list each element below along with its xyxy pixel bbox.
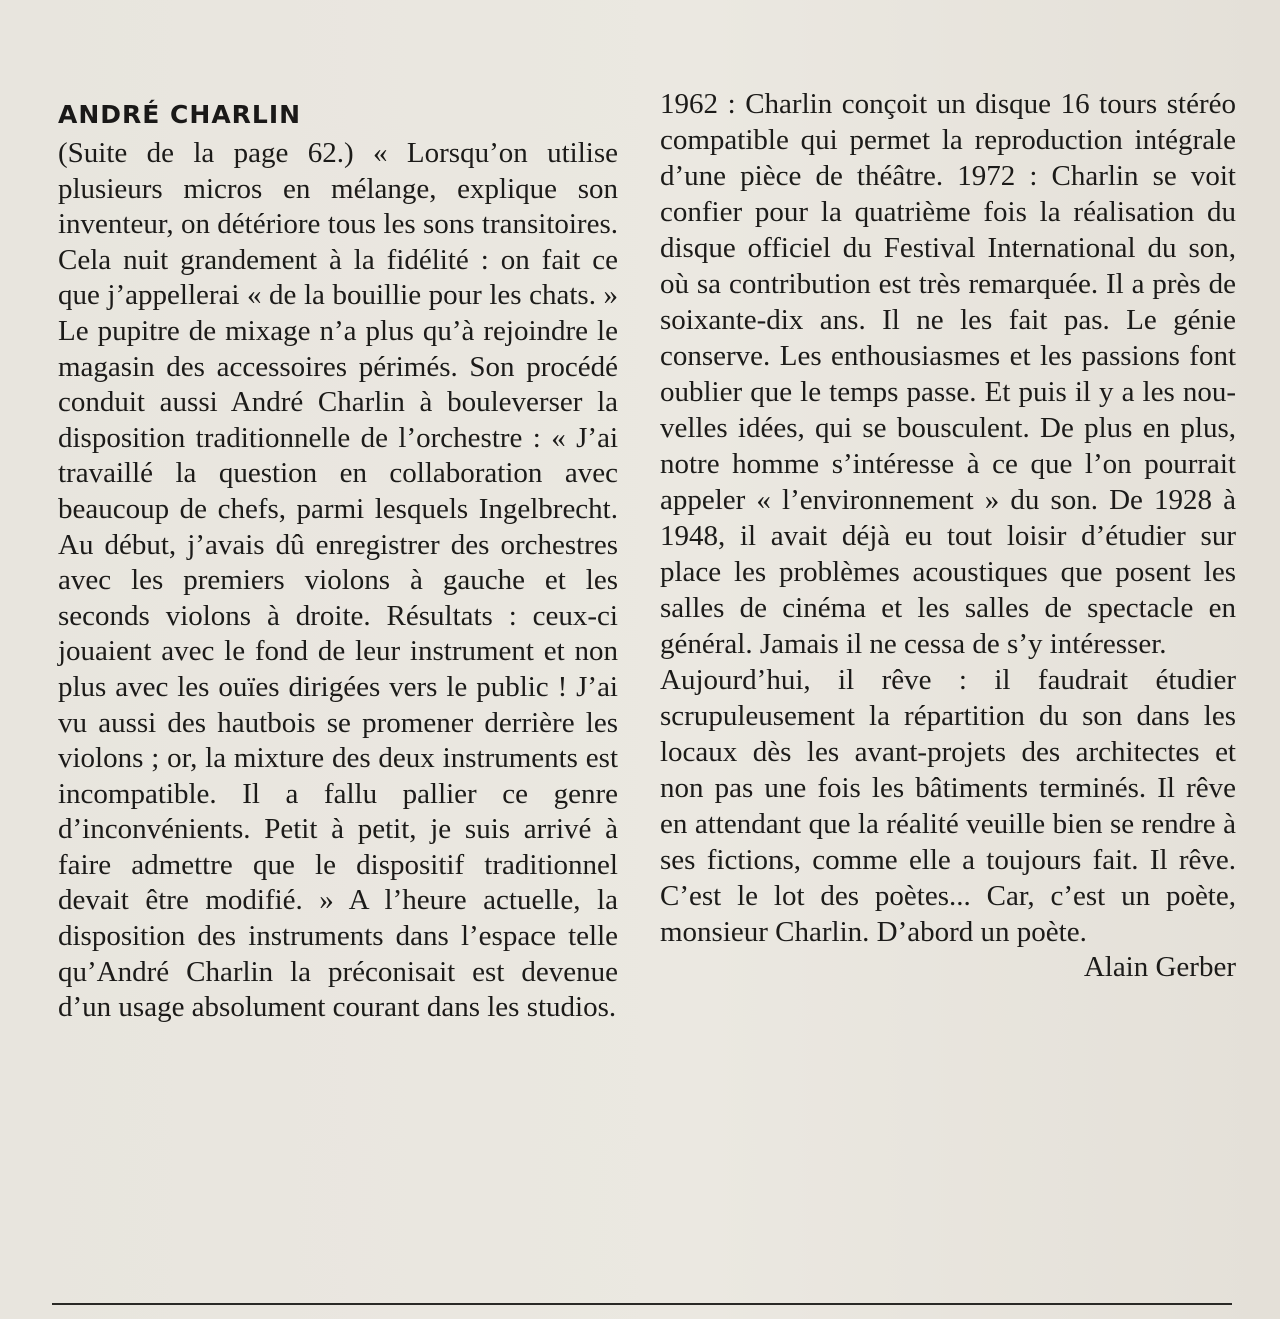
article-heading: ANDRÉ CHARLIN [58,100,302,129]
author-signature: Alain Gerber [1083,951,1236,983]
right-paragraph-2: Aujourd’hui, il rêve : il faudrait étudier scrupuleusement la répartition du son dans les locaux dès les avant-projets des architectes et non pas une fois les bâtiments terminés. Il rêve en attendant que la réalité veuille bien se rendre à ses fictions, comme elle a toujours fait. Il rêve. C’est le lot des poètes... Car, c’est un poète, monsieur Charlin. D’abord un poète. [660,664,1236,948]
bottom-rule [52,1303,1232,1305]
left-paragraph: (Suite de la page 62.) « Lorsqu’on utilise plusieurs micros en mélange, explique son inventeur, on détériore tous les sons transitoires. Cela nuit grandement à la fidélité : on fait ce que j’appellerai « de la bouillie pour les chats. » Le pupitre de mixage n’a plus qu’à rejoindre le magasin des accessoires périmés. Son procédé conduit aussi André Charlin à bouleverser la disposition traditionnelle de l’orchestre : « J’ai travaillé la question en collaboration avec beaucoup de chefs, parmi lesquels Ingelbrecht. Au début, j’avais dû enregistrer des orchestres avec les premiers violons à gauche et les seconds violons à droite. Résultats : ceux-ci jouaient avec le fond de leur instrument et non plus avec les ouïes dirigées vers le public ! J’ai vu aussi des hautbois se promener derrière les violons ; or, la mixture des deux instruments est incompatible. Il a fallu pallier ce genre d’inconvénients. Petit à petit, je suis arrivé à faire admettre que le dispositif traditionnel devait être modifié. » A l’heure actuelle, la disposition des instruments dans l’espace telle qu’André Charlin la préconisait est devenue d’un usage absolument courant dans les studios. [58,137,618,1024]
right-column [660,86,1236,984]
right-paragraph-1: 1962 : Charlin conçoit un disque 16 tours stéréo compatible qui permet la reproduction intégrale d’une pièce de théâtre. 1972 : Charlin se voit confier pour la quatrième fois la réalisation du disque officiel du Festival International du son, où sa contribution est très remarquée. Il a près de soixante-dix ans. Il ne les fait pas. Le génie conserve. Les enthousiasmes et les passions font oublier que le temps passe. Et puis il y a les nouvelles idées, qui se bousculent. De plus en plus, notre homme s’intéresse à ce que l’on pourrait appeler « l’environnement » du son. De 1928 à 1948, il avait déjà eu tout loisir d’étudier sur place les problèmes acoustiques que posent les salles de cinéma et les salles de spectacle en général. Jamais il ne cessa de s’y intéresser. [660,88,1236,660]
left-column [58,96,618,1026]
